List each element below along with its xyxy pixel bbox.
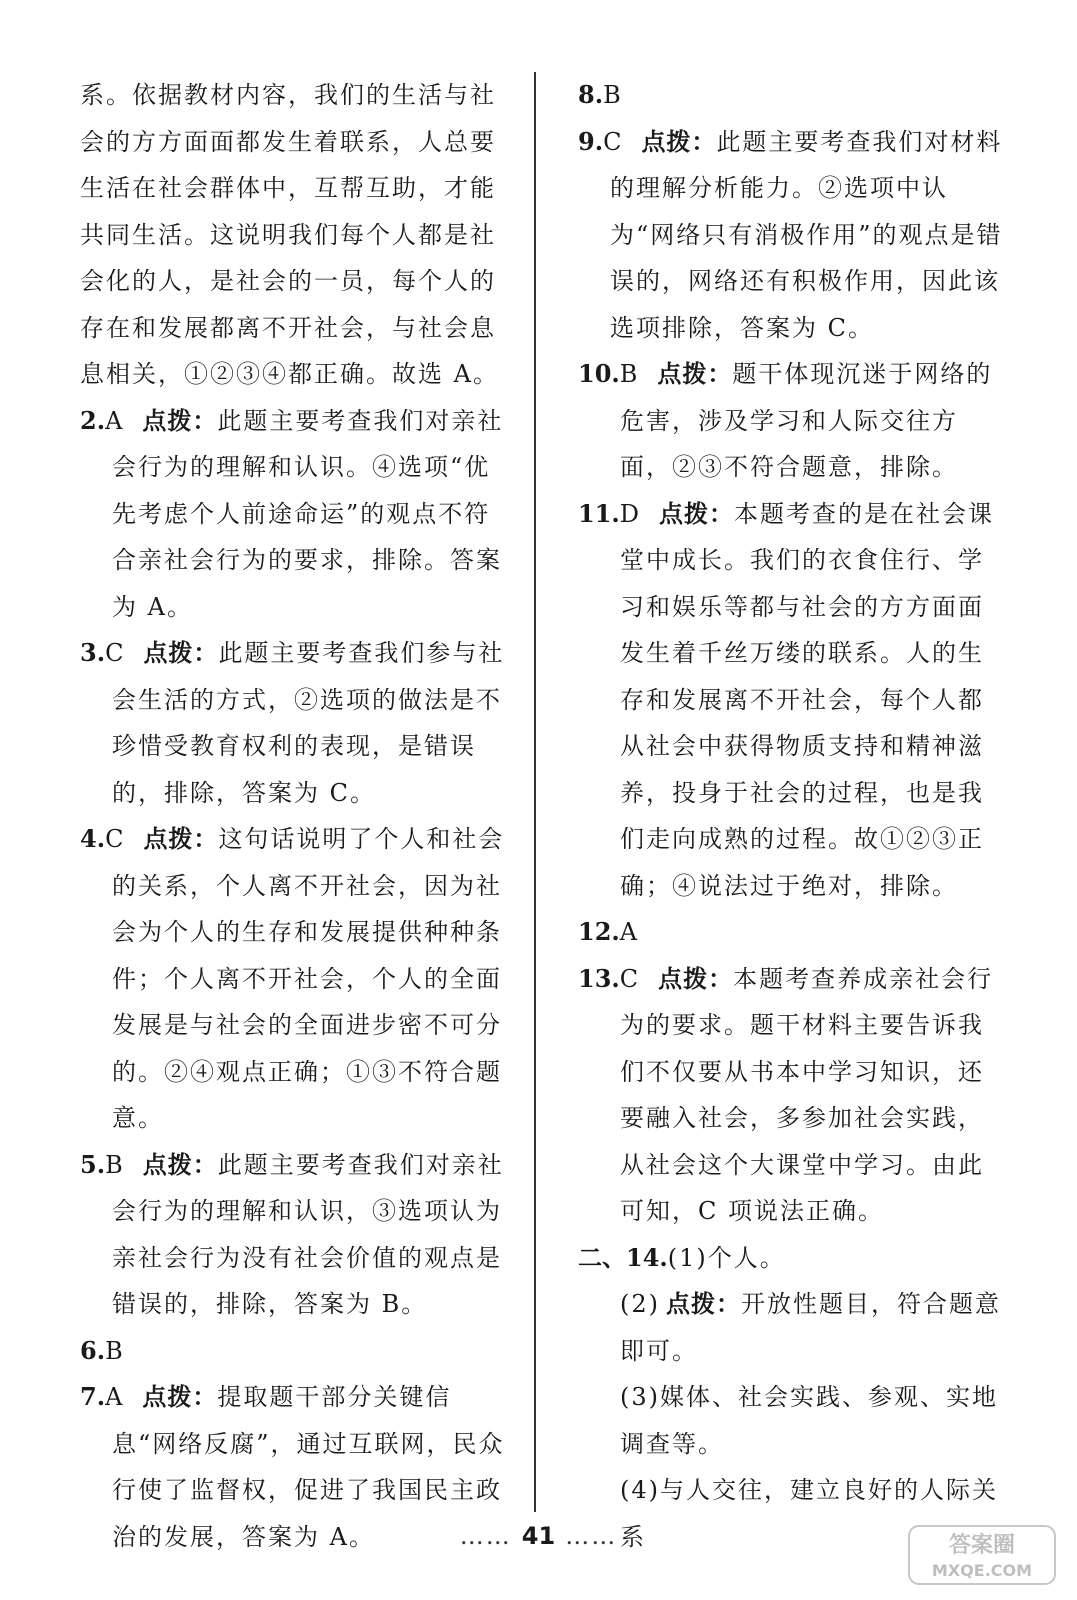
item-answer: B [105, 1336, 125, 1365]
hint-text: 提取题干部分关键信息“网络反腐”，通过互联网，民众行使了监督权，促进了我国民主政治的发展，答案为 A。 [112, 1383, 505, 1551]
answer-intro-continued [80, 72, 512, 398]
item-answer: A [105, 1383, 125, 1411]
hint-label: 点拨： [142, 1149, 218, 1179]
answer-item-12 [578, 909, 1008, 956]
item-number: 7. [80, 1382, 106, 1411]
answer-item-2 [80, 398, 512, 631]
item-answer: A [619, 918, 640, 946]
answer-item-5 [80, 1142, 512, 1328]
hint-text: 此题主要考查我们对亲社会行为的理解和认识，③选项认为亲社会行为没有社会价值的观点是错误的，排除，答案为 B。 [112, 1150, 504, 1318]
item-number: 13. [578, 963, 620, 993]
item-answer: D [619, 499, 642, 528]
footer-dots-right: …… [565, 1522, 618, 1550]
hint-label: 点拨： [143, 638, 219, 667]
page-number: 41 [521, 1522, 556, 1550]
hint-label: 点拨： [657, 359, 733, 388]
sub-answer-2 [578, 1281, 1008, 1374]
answer-item-4 [80, 816, 512, 1142]
item-number: 10. [578, 359, 620, 388]
item-number: 11. [578, 498, 620, 528]
item-number: 2. [80, 405, 106, 435]
part-text: 媒体、社会实践、参观、实地调查等。 [620, 1383, 998, 1458]
item-answer: C [619, 964, 641, 993]
item-number: 4. [80, 824, 106, 853]
sub-answer-3 [578, 1374, 1008, 1467]
item-answer: B [603, 81, 623, 109]
answer-item-3 [80, 630, 512, 816]
hint-text: 此题主要考查我们对亲社会行为的理解和认识。④选项“优先考虑个人前途命运”的观点不符合亲社会行为的要求，排除。答案为 A。 [112, 406, 504, 621]
part-text: 与人交往，建立良好的人际关系 [620, 1476, 998, 1551]
item-answer: C [603, 127, 624, 156]
item-number: 8. [578, 80, 604, 109]
item-number: 5. [80, 1149, 106, 1179]
right-column [578, 72, 1008, 1560]
part-prefix: (2) [620, 1290, 660, 1318]
hint-label: 点拨： [658, 963, 734, 993]
answer-item-8 [578, 72, 1008, 119]
footer-dots-left: …… [459, 1522, 512, 1550]
part-prefix: (4) [620, 1476, 660, 1504]
watermark-line2: MXQE.COM [931, 1561, 1033, 1580]
item-answer: C [105, 639, 126, 667]
hint-text: 题干体现沉迷于网络的危害，涉及学习和人际交往方面，②③不符合题意，排除。 [620, 360, 993, 481]
item-number: 12. [578, 917, 620, 946]
column-divider [534, 72, 536, 1512]
part-prefix: (3) [620, 1383, 660, 1411]
item-answer: C [105, 825, 126, 853]
hint-text: 这句话说明了个人和社会的关系，个人离不开社会，因为社会为个人的生存和发展提供种种条件；个人离不开社会，个人的全面发展是与社会的全面进步密不可分的。②④观点正确；①③不符合题意。 [112, 825, 505, 1132]
item-number: 9. [578, 126, 604, 156]
answer-item-9 [578, 119, 1008, 352]
item-answer: A [105, 406, 125, 435]
hint-label: 点拨： [641, 126, 717, 156]
item-answer: B [619, 360, 640, 388]
hint-text: 本题考查的是在社会课堂中成长。我们的衣食住行、学习和娱乐等都与社会的方方面面发生着千丝万缕的联系。人的生存和发展离不开社会，每个人都从社会中获得物质支持和精神滋养，投身于社会的过程，也是我们走向成熟的过程。故①②③正确；④说法过于绝对，排除。 [620, 499, 995, 900]
hint-label: 点拨： [659, 498, 735, 528]
hint-label: 点拨： [142, 1382, 218, 1411]
part-prefix: (1) [667, 1243, 708, 1272]
hint-text: 此题主要考查我们对材料的理解分析能力。②选项中认为“网络只有消极作用”的观点是错误的，网络还有积极作用，因此该选项排除，答案为 C。 [610, 127, 1003, 342]
intro-text: 系。依据教材内容，我们的生活与社会的方方面面都发生着联系，人总要生活在社会群体中，互帮互助，才能共同生活。这说明我们每个人都是社会化的人，是社会的一员，每个人的存在和发展都离不开社会，与社会息息相关，①②③④都正确。故选 A。 [80, 81, 499, 388]
hint-text: 本题考查养成亲社会行为的要求。题干材料主要告诉我们不仅要从书本中学习知识，还要融入社会，多参加社会实践，从社会这个大课堂中学习。由此可知，C 项说法正确。 [620, 964, 994, 1225]
left-column [80, 72, 512, 1560]
item-answer: B [105, 1150, 125, 1179]
hint-label: 点拨： [143, 824, 219, 853]
part-text: 个人。 [707, 1243, 786, 1272]
hint-label: 点拨： [142, 405, 218, 435]
answer-item-6 [80, 1328, 512, 1375]
hint-label: 点拨： [666, 1289, 741, 1318]
item-number: 3. [80, 638, 106, 667]
hint-text: 此题主要考查我们参与社会生活的方式，②选项的做法是不珍惜受教育权利的表现，是错误的，排除，答案为 C。 [112, 639, 505, 807]
section-heading-line [578, 1235, 1008, 1282]
section-label: 二、14. [578, 1242, 668, 1272]
watermark-logo [907, 1524, 1057, 1586]
part-text: 开放性题目，符合题意即可。 [620, 1290, 1001, 1365]
section-two-question-14 [578, 1235, 1008, 1561]
watermark-line1: 答案圈 [948, 1533, 1016, 1558]
answer-item-11 [578, 491, 1008, 910]
answer-item-13 [578, 956, 1008, 1235]
answer-item-10 [578, 351, 1008, 491]
item-number: 6. [80, 1335, 106, 1365]
